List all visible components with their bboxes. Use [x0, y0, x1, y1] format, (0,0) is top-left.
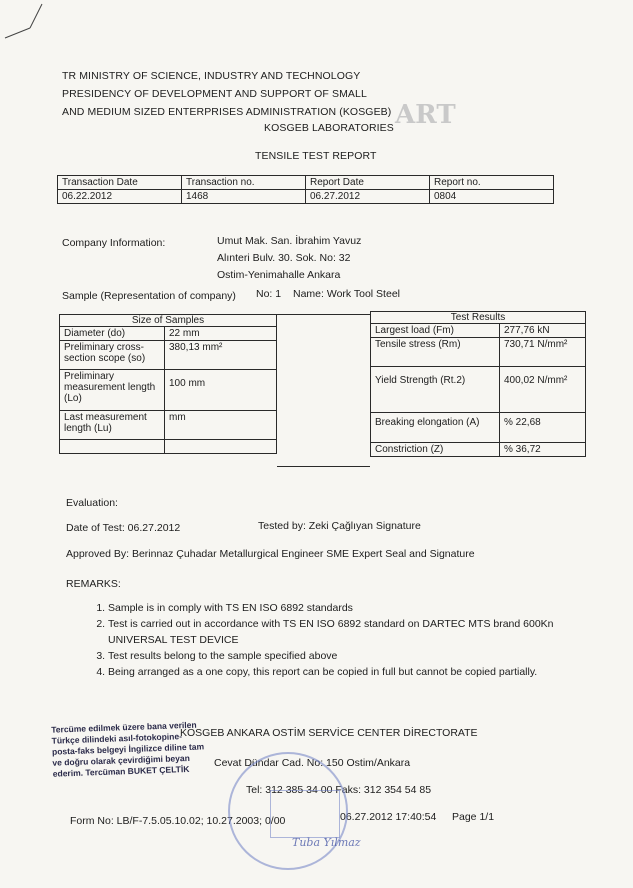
- list-item: 2. Test is carried out in accordance with TS EN ISO 6892 standard on DARTEC MTS brand 600Kn UNIVERSAL TEST DEVICE: [108, 616, 608, 648]
- seal-inner-box: [270, 790, 340, 838]
- sample-label: Sample (Representation of company): [62, 290, 236, 302]
- result-value: % 22,68: [500, 413, 586, 443]
- report-date-value: 06.27.2012: [306, 190, 430, 204]
- pen-mark-icon: [0, 0, 45, 45]
- table-row: [60, 341, 277, 370]
- remarks-list: [88, 600, 608, 680]
- table-row: [371, 413, 586, 443]
- sample-no: No: 1: [256, 288, 282, 300]
- footer-directorate: KOSGEB ANKARA OSTİM SERVİCE CENTER DİRECTORATE: [180, 727, 478, 739]
- size-label: Preliminary measurement length (Lo): [60, 370, 165, 411]
- transaction-date-value: 06.22.2012: [58, 190, 182, 204]
- company-address-2: Ostim-Yenimahalle Ankara: [217, 269, 341, 281]
- transaction-no-header: Transaction no.: [182, 176, 306, 190]
- size-empty-cell: [165, 440, 277, 454]
- transaction-date-header: Transaction Date: [58, 176, 182, 190]
- table-row: [60, 327, 277, 341]
- size-label: Preliminary cross-section scope (so): [60, 341, 165, 370]
- result-label: Constriction (Z): [371, 443, 500, 457]
- result-label: Largest load (Fm): [371, 324, 500, 338]
- table-row: [371, 324, 586, 338]
- footer-print-time: 06.27.2012 17:40:54: [340, 811, 437, 823]
- company-label: Company Information:: [62, 237, 166, 249]
- result-label: Tensile stress (Rm): [371, 338, 500, 367]
- translator-stamp: Tercüme edilmek üzere bana verilen Türkçe dilindeki asıl-fotokopine-posta-faks belgeyi İngilizce diline tam ve doğru olarak çevirdiğimi beyan ederim. Tercüman BUKET ÇELTİK: [51, 719, 205, 779]
- tested-by: Tested by: Zeki Çağlıyan Signature: [258, 520, 421, 532]
- result-value: 730,71 N/mm²: [500, 338, 586, 367]
- header-line-2: PRESIDENCY OF DEVELOPMENT AND SUPPORT OF SMALL: [62, 88, 367, 100]
- seal-signature: Tuba Yılmaz: [292, 836, 361, 849]
- transaction-table: [57, 175, 554, 204]
- size-label: Diameter (do): [60, 327, 165, 341]
- header-line-3: AND MEDIUM SIZED ENTERPRISES ADMINISTRATION (KOSGEB): [62, 106, 392, 118]
- table-row: [60, 440, 277, 454]
- transaction-no-value: 1468: [182, 190, 306, 204]
- list-item: 1. Sample is in comply with TS EN ISO 6892 standards: [108, 600, 608, 616]
- test-date: Date of Test: 06.27.2012: [66, 522, 181, 534]
- footer-address: Cevat Dündar Cad. No: 150 Ostim/Ankara: [214, 757, 411, 769]
- sizes-title: Size of Samples: [60, 315, 277, 327]
- size-value: mm: [165, 411, 277, 440]
- company-name: Umut Mak. San. İbrahim Yavuz: [217, 235, 362, 247]
- report-title: TENSILE TEST REPORT: [255, 150, 377, 162]
- footer-page-number: Page 1/1: [452, 811, 495, 823]
- table-row: [60, 411, 277, 440]
- size-label: Last measurement length (Lu): [60, 411, 165, 440]
- ghost-watermark: ART: [395, 100, 456, 130]
- evaluation-label: Evaluation:: [66, 497, 118, 509]
- results-table: [370, 311, 586, 457]
- footer-form-no: Form No: LB/F-7.5.05.10.02; 10.27.2003; 0/00: [70, 815, 286, 827]
- transaction-value-row: [58, 190, 554, 204]
- report-no-value: 0804: [430, 190, 554, 204]
- transaction-header-row: [58, 176, 554, 190]
- sample-name: Name: Work Tool Steel: [293, 288, 400, 300]
- company-address-1: Alınteri Bulv. 30. Sok. No: 32: [217, 252, 351, 264]
- remarks-label: REMARKS:: [66, 578, 121, 590]
- approved-by: Approved By: Berinnaz Çuhadar Metallurgical Engineer SME Expert Seal and Signature: [66, 548, 475, 560]
- result-label: Yield Strength (Rt.2): [371, 367, 500, 413]
- size-value: 100 mm: [165, 370, 277, 411]
- result-value: % 36,72: [500, 443, 586, 457]
- header-line-1: TR MINISTRY OF SCIENCE, INDUSTRY AND TECHNOLOGY: [62, 70, 361, 82]
- list-item: 3. Test results belong to the sample specified above: [108, 648, 608, 664]
- results-title: Test Results: [371, 312, 586, 324]
- table-row: [371, 338, 586, 367]
- report-no-header: Report no.: [430, 176, 554, 190]
- sizes-table: [59, 314, 277, 454]
- size-value: 380,13 mm²: [165, 341, 277, 370]
- report-date-header: Report Date: [306, 176, 430, 190]
- table-spacer: [277, 314, 370, 467]
- list-item: 4. Being arranged as a one copy, this report can be copied in full but cannot be copied partially.: [108, 664, 608, 680]
- size-empty-cell: [60, 440, 165, 454]
- size-value: 22 mm: [165, 327, 277, 341]
- result-label: Breaking elongation (A): [371, 413, 500, 443]
- result-value: 277,76 kN: [500, 324, 586, 338]
- table-row: [371, 443, 586, 457]
- footer-tel: Tel: 312 385 34 00 Faks: 312 354 54 85: [246, 784, 432, 796]
- header-line-4: KOSGEB LABORATORIES: [264, 122, 394, 134]
- result-value: 400,02 N/mm²: [500, 367, 586, 413]
- table-row: [60, 370, 277, 411]
- table-row: [371, 367, 586, 413]
